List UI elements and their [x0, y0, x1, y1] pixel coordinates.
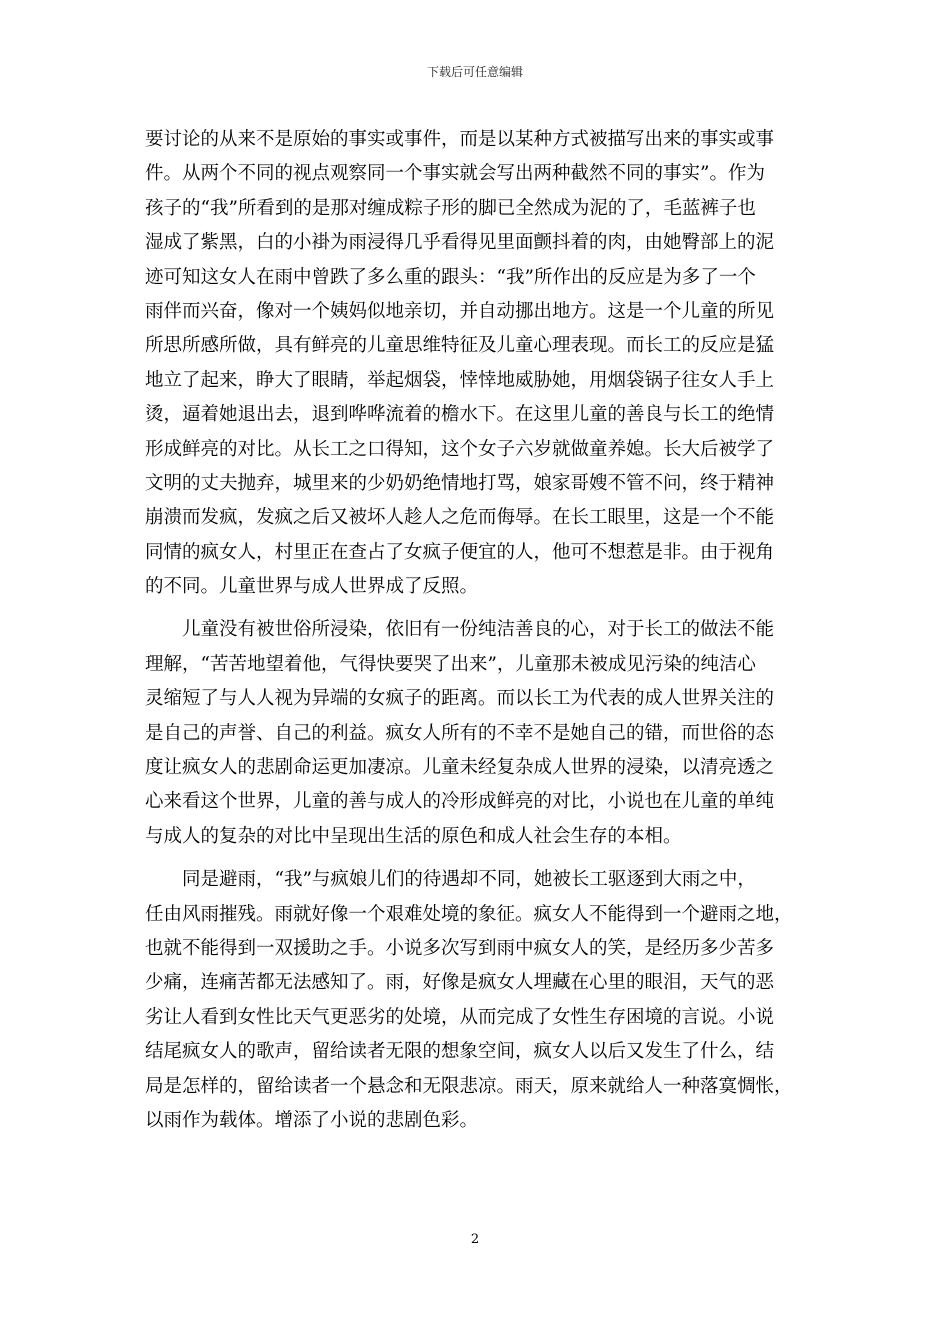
page-number: 2	[470, 1232, 480, 1247]
text-line: 件。从两个不同的视点观察同一个事实就会写出两种截然不同的事实”。作为	[145, 163, 765, 185]
text-line: 灵缩短了与人人视为异端的女疯子的距离。而以长工为代表的成人世界关注的	[145, 688, 775, 710]
paragraph-1	[145, 123, 809, 604]
text-line: 同情的疯女人，村里正在查占了女疯子便宜的人，他可不想惹是非。由于视角	[145, 541, 775, 563]
text-line: 烫，逼着她退出去，退到哗哗流着的檐水下。在这里儿童的善良与长工的绝情	[145, 404, 775, 426]
text-line: 劣让人看到女性比天气更恶劣的处境，从而完成了女性生存困境的言说。小说	[145, 1006, 775, 1028]
paragraph-spacing	[145, 604, 809, 613]
text-line: 要讨论的从来不是原始的事实或事件，而是以某种方式被描写出来的事实或事	[145, 129, 775, 150]
text-line: 是自己的声誉、自己的利益。疯女人所有的不幸不是她自己的错，而世俗的态	[145, 722, 775, 744]
text-line: 文明的丈夫抛弃，城里来的少奶奶绝情地打骂，娘家哥嫂不管不问，终于精神	[145, 472, 775, 494]
text-line: 所思所感所做，具有鲜亮的儿童思维特征及儿童心理表现。而长工的反应是猛	[145, 335, 775, 357]
text-line: 度让疯女人的悲剧命运更加凄凉。儿童未经复杂成人世界的浸染，以清亮透之	[145, 757, 775, 779]
text-line: 儿童没有被世俗所浸染，依旧有一份纯洁善良的心，对于长工的做法不能	[182, 619, 775, 641]
text-line: 与成人的复杂的对比中呈现出生活的原色和成人社会生存的本相。	[145, 825, 682, 847]
text-line: 理解，“苦苦地望着他，气得快要哭了出来”，儿童那未被成见污染的纯洁心	[145, 653, 756, 675]
text-line: 地立了起来，睁大了眼睛，举起烟袋，悻悻地威胁她，用烟袋锅子往女人手上	[145, 369, 775, 391]
text-line: 同是避雨，“我”与疯娘儿们的待遇却不同，她被长工驱逐到大雨之中，	[182, 869, 756, 891]
text-line: 雨伴而兴奋，像对一个姨妈似地亲切，并自动挪出地方。这是一个儿童的所见	[145, 300, 775, 322]
text-line: 也就不能得到一双援助之手。小说多次写到雨中疯女人的笑，是经历多少苦多	[145, 937, 775, 959]
text-line: 任由风雨摧残。雨就好像一个艰难处境的象征。疯女人不能得到一个避雨之地，	[145, 903, 793, 925]
text-line: 迹可知这女人在雨中曾跌了多么重的跟头：“我”所作出的反应是为多了一个	[145, 266, 756, 288]
text-line: 结尾疯女人的歌声，留给读者无限的想象空间，疯女人以后又发生了什么，结	[145, 1041, 775, 1063]
text-line: 崩溃而发疯，发疯之后又被坏人趁人之危而侮辱。在长工眼里，这是一个不能	[145, 507, 775, 529]
page-header: 下载后可任意编辑	[426, 65, 523, 79]
text-line: 湿成了紫黑，白的小褂为雨浸得几乎看得见里面颤抖着的肉，由她臀部上的泥	[145, 232, 775, 254]
paragraph-spacing	[145, 854, 809, 863]
text-line: 局是怎样的，留给读者一个悬念和无限悲凉。雨天，原来就给人一种落寞惆怅，	[145, 1075, 793, 1097]
document-body	[145, 123, 809, 1138]
text-line: 少痛，连痛苦都无法感知了。雨，好像是疯女人埋藏在心里的眼泪，天气的恶	[145, 972, 775, 994]
text-line: 的不同。儿童世界与成人世界成了反照。	[145, 576, 479, 598]
text-line: 以雨作为载体。增添了小说的悲剧色彩。	[145, 1109, 479, 1131]
paragraph-2	[145, 613, 809, 854]
text-line: 心来看这个世界，儿童的善与成人的冷形成鲜亮的对比，小说也在儿童的单纯	[145, 791, 775, 813]
paragraph-3	[145, 863, 809, 1138]
text-line: 孩子的“我”所看到的是那对缠成粽子形的脚已全然成为泥的了，毛蓝裤子也	[145, 197, 756, 219]
text-line: 形成鲜亮的对比。从长工之口得知，这个女子六岁就做童养媳。长大后被学了	[145, 438, 775, 460]
